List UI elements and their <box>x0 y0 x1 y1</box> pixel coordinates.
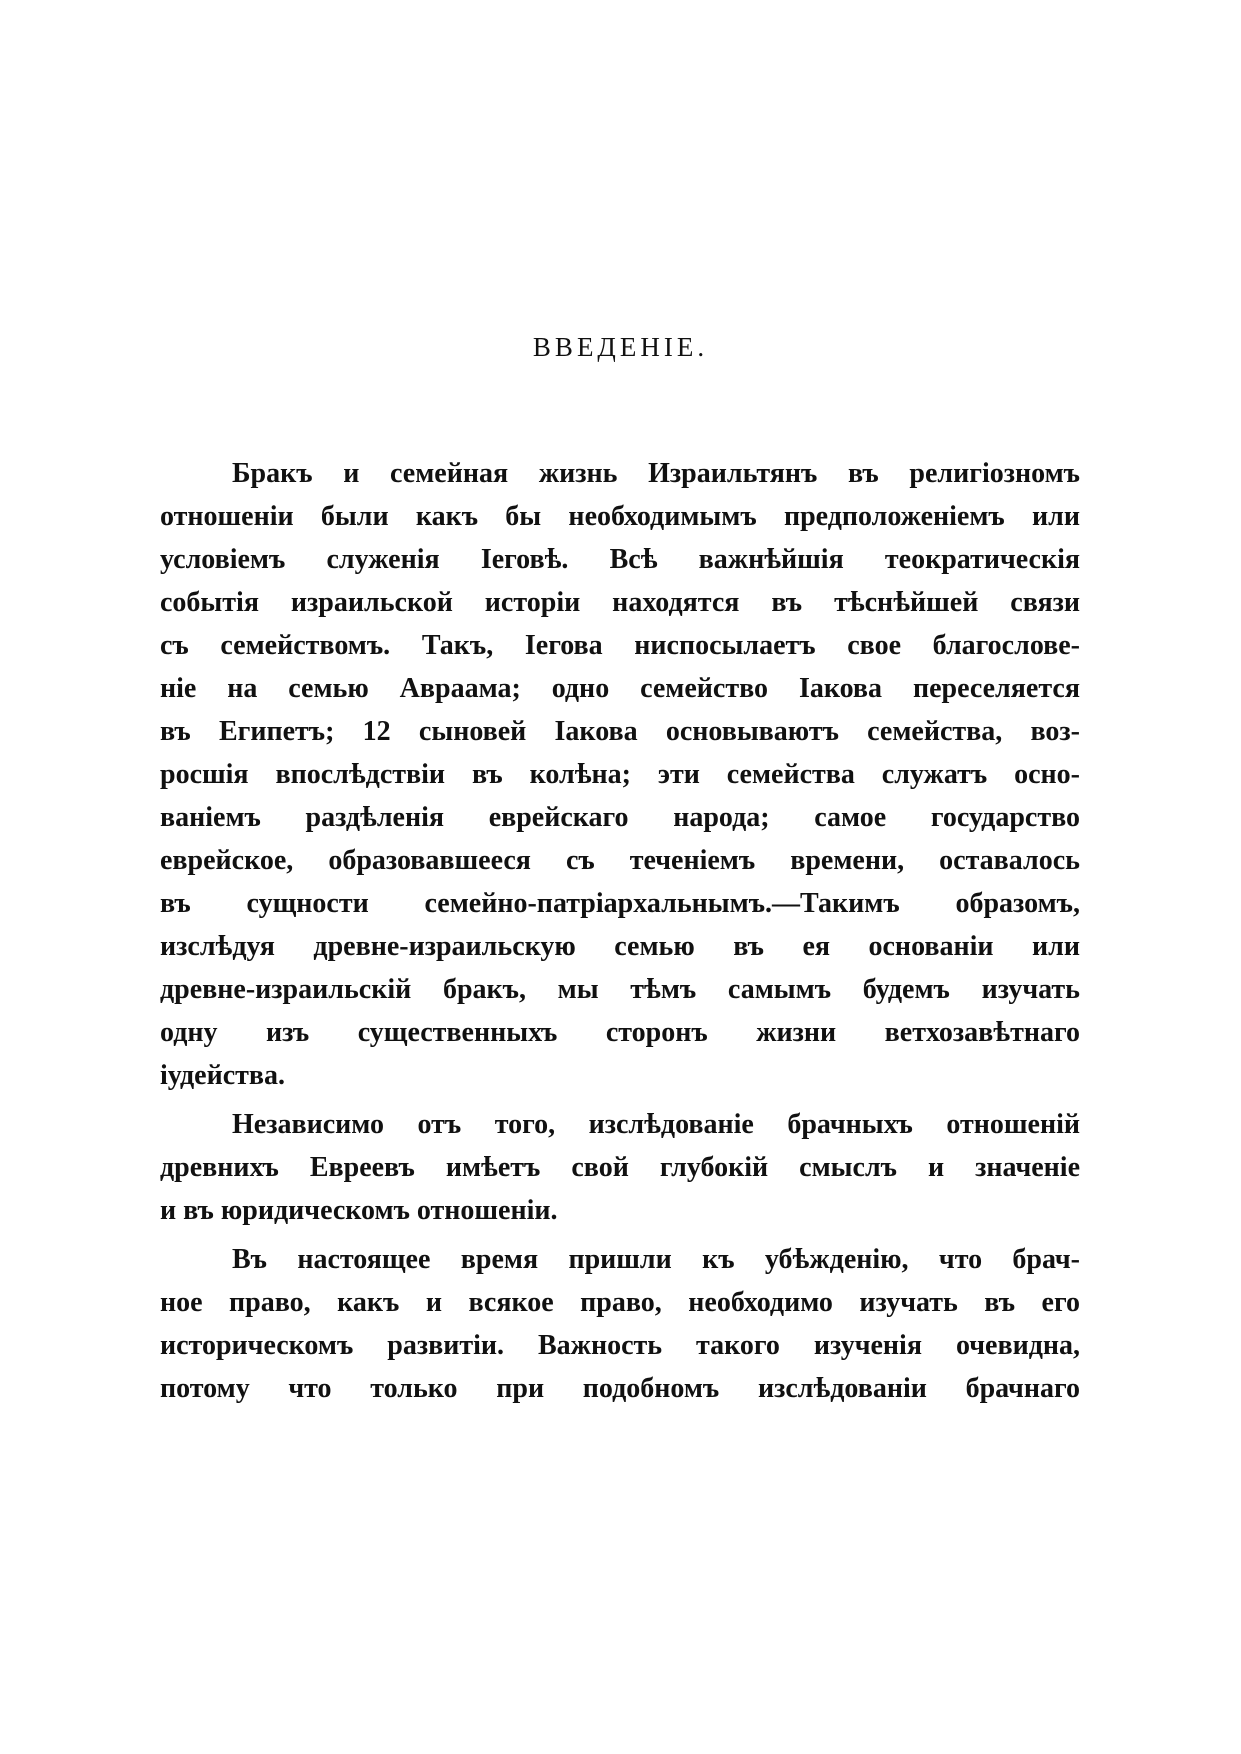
text-line: въ сущности семейно-патріархальнымъ.—Такимъ образомъ, <box>160 888 1080 919</box>
text-line: Бракъ и семейная жизнь Израильтянъ въ религіозномъ <box>232 458 1080 489</box>
text-line: древнихъ Евреевъ имѣетъ свой глубокій смыслъ и значеніе <box>160 1152 1080 1183</box>
text-line: іудейства. <box>160 1060 286 1091</box>
paragraph-1 <box>160 452 1080 1097</box>
text-line: ніе на семью Авраама; одно семейство Іакова переселяется <box>160 673 1080 704</box>
text-line: историческомъ развитіи. Важность такого изученія очевидна, <box>160 1330 1080 1361</box>
text-line: Независимо отъ того, изслѣдованіе брачныхъ отношеній <box>232 1109 1080 1140</box>
text-line: отношеніи были какъ бы необходимымъ предположеніемъ или <box>160 501 1080 532</box>
text-line: изслѣдуя древне-израильскую семью въ ея основаніи или <box>160 931 1080 962</box>
paragraph-2 <box>160 1103 1080 1232</box>
text-line: ное право, какъ и всякое право, необходимо изучать въ его <box>160 1287 1080 1318</box>
text-line: событія израильской исторіи находятся въ тѣснѣйшей связи <box>160 587 1080 618</box>
text-line: ваніемъ раздѣленія еврейскаго народа; самое государство <box>160 802 1080 833</box>
page-title: ВВЕДЕНІЕ. <box>532 332 709 362</box>
text-line: условіемъ служенія Іеговѣ. Всѣ важнѣйшія теократическія <box>160 544 1080 575</box>
text-line: Въ настоящее время пришли къ убѣжденію, что брач- <box>232 1244 1080 1275</box>
text-line: еврейское, образовавшееся съ теченіемъ времени, оставалось <box>160 845 1080 876</box>
text-line: и въ юридическомъ отношеніи. <box>160 1195 558 1226</box>
paragraph-3 <box>160 1238 1080 1410</box>
text-line: потому что только при подобномъ изслѣдованіи брачнаго <box>160 1373 1080 1404</box>
body-text <box>160 452 1080 1410</box>
text-line: росшія впослѣдствіи въ колѣна; эти семейства служатъ осно- <box>160 759 1080 790</box>
text-line: древне-израильскій бракъ, мы тѣмъ самымъ будемъ изучать <box>160 974 1080 1005</box>
text-line: въ Египетъ; 12 сыновей Іакова основываютъ семейства, воз- <box>160 716 1080 747</box>
text-line: съ семействомъ. Такъ, Іегова ниспосылаетъ свое благослове- <box>160 630 1080 661</box>
text-line: одну изъ существенныхъ сторонъ жизни ветхозавѣтнаго <box>160 1017 1080 1048</box>
